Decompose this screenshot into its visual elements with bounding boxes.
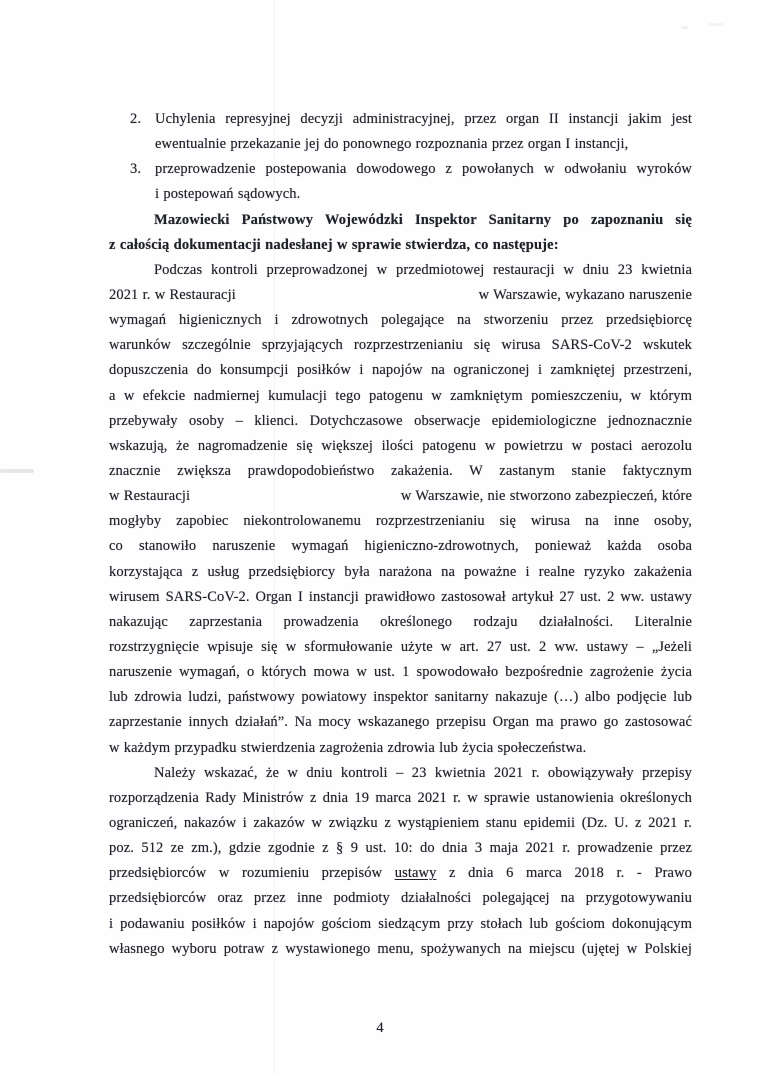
text-line: zaprzestanie innych działań”. Na mocy wskazanego przepisu Organ ma prawo go zastosować bbox=[109, 714, 692, 731]
text-line: lub zdrowia ludzi, państwowy powiatowy inspektor sanitarny nakazuje (…) albo podjęcie lub bbox=[109, 689, 692, 706]
text-before-redaction: 2021 r. w Restauracji bbox=[109, 286, 236, 303]
text-line: wymagań higienicznych i zdrowotnych polegające na stworzeniu przez przedsiębiorcę bbox=[109, 312, 692, 329]
text-line: poz. 512 ze zm.), gdzie zgodnie z § 9 ust. 10: do dnia 3 maja 2021 r. prowadzenie przez bbox=[109, 840, 692, 857]
text-line: ewentualnie przekazanie jej do ponownego rozpoznania przez organ I instancji, bbox=[155, 136, 629, 153]
text-line: w każdym przypadku stwierdzenia zagrożenia zdrowia lub życia społeczeństwa. bbox=[109, 739, 587, 756]
text-line bbox=[109, 484, 692, 509]
text-line: i podawaniu posiłków i napojów gościom siedzącym przy stołach lub gościom dokonującym bbox=[109, 915, 692, 932]
text-line: 3. przeprowadzenie postepowania dowodowego z powołanych w odwołaniu wyroków bbox=[109, 157, 692, 182]
text-line: znacznie zwiększa prawdopodobieństwo zakażenia. W zastanym stanie faktycznym bbox=[109, 462, 692, 479]
text-line: z całością dokumentacji nadesłanej w sprawie stwierdza, co następuje: bbox=[109, 236, 559, 253]
scan-speck-artifact bbox=[708, 23, 724, 26]
text-line: nakazując zaprzestania prowadzenia określonego rodzaju działalności. Literalnie bbox=[109, 613, 692, 630]
text-after-redaction: w Warszawie, nie stworzono zabezpieczeń, które bbox=[400, 488, 692, 505]
text-line: przedsiębiorców oraz przez inne podmioty działalności polegającej na przygotowywaniu bbox=[109, 890, 692, 907]
text-line: i postepowań sądowych. bbox=[155, 186, 301, 203]
underlined-word: ustawy bbox=[394, 865, 437, 882]
text-segment: przedsiębiorców w rozumieniu przepisów bbox=[109, 865, 395, 882]
scan-speck-artifact bbox=[681, 26, 688, 29]
text-before-redaction: w Restauracji bbox=[109, 488, 191, 505]
text-line: wirusem SARS-CoV-2. Organ I instancji prawidłowo zastosował artykuł 27 ust. 2 ww. ustawy bbox=[109, 588, 692, 605]
text-line bbox=[109, 861, 692, 886]
text-line: mogłyby zapobiec niekontrolowanemu rozprzestrzenianiu się wirusa na inne osoby, bbox=[109, 513, 692, 530]
text-line: naruszenie wymagań, o których mowa w ust. 1 spowodowało bezpośrednie zagrożenie życia bbox=[109, 664, 692, 681]
text-line: 2. Uchylenia represyjnej decyzji administracyjnej, przez organ II instancji jakim jest bbox=[109, 107, 692, 132]
list-marker: 2. bbox=[130, 111, 142, 127]
text-line: a w efekcie nadmiernej kumulacji tego patogenu w zamkniętym pomieszczeniu, w którym bbox=[109, 387, 692, 404]
text-line: przebywały osoby – klienci. Dotychczasowe obserwacje epidemiologiczne jednoznacznie bbox=[109, 412, 692, 429]
text-line: co stanowiło naruszenie wymagań higieniczno-zdrowotnych, ponieważ każda osoba bbox=[109, 538, 692, 555]
text-line: Mazowiecki Państwowy Wojewódzki Inspektor Sanitarny po zapoznaniu się bbox=[154, 211, 692, 228]
text-line: korzystająca z usług przedsiębiorcy była narażona na poważne i realne ryzyko zakażenia bbox=[109, 563, 692, 580]
text-line: dopuszczenia do konsumpcji posiłków i napojów na ograniczonej i zamkniętej przestrzeni, bbox=[109, 362, 692, 379]
list-marker: 3. bbox=[130, 161, 142, 178]
document-text-block bbox=[109, 107, 692, 962]
text-after-redaction: w Warszawie, wykazano naruszenie bbox=[478, 286, 692, 303]
text-line: wskazują, że nagromadzenie się większej ilości patogenu w powietrzu w postaci aerozolu bbox=[109, 437, 692, 454]
text-line: ograniczeń, nakazów i zakazów w związku z wystąpieniem stanu epidemii (Dz. U. z 2021 r. bbox=[109, 814, 692, 831]
text-line: rozstrzygnięcie wpisuje się w sformułowanie użyte w art. 27 ust. 2 ww. ustawy – „Jeżeli bbox=[109, 638, 692, 655]
text-line: rozporządzenia Rady Ministrów z dnia 19 marca 2021 r. w sprawie ustanowienia określonych bbox=[109, 789, 692, 806]
text-line bbox=[109, 283, 692, 308]
text-line: warunków szczególnie sprzyjających rozprzestrzenianiu się wirusa SARS-CoV-2 wskutek bbox=[109, 337, 692, 354]
text-line: Należy wskazać, że w dniu kontroli – 23 kwietnia 2021 r. obowiązywały przepisy bbox=[154, 764, 692, 781]
page-number: 4 bbox=[376, 1020, 384, 1036]
text-line: Podczas kontroli przeprowadzonej w przedmiotowej restauracji w dniu 23 kwietnia bbox=[154, 261, 692, 278]
scan-smudge-artifact bbox=[0, 469, 34, 473]
text-segment: z dnia 6 marca 2018 r. - Prawo bbox=[436, 865, 692, 882]
text-line: własnego wyboru potraw z wystawionego menu, spożywanych na miejscu (ujętej w Polskiej bbox=[109, 940, 692, 957]
